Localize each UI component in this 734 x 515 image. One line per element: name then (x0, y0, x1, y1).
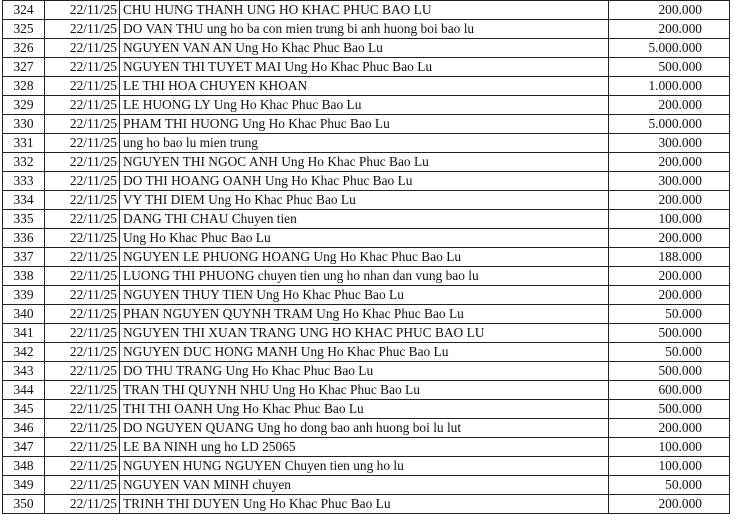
description-cell: CHU HUNG THANH UNG HO KHAC PHUC BAO LU (120, 1, 609, 20)
table-row (3, 96, 730, 115)
row-number-cell: 330 (3, 115, 45, 134)
date-cell: 22/11/25 (45, 172, 120, 191)
date-cell: 22/11/25 (45, 153, 120, 172)
table-row (3, 77, 730, 96)
amount-cell: 5.000.000 (609, 39, 730, 58)
row-number-cell: 337 (3, 248, 45, 267)
table-row (3, 172, 730, 191)
date-cell: 22/11/25 (45, 476, 120, 495)
date-cell: 22/11/25 (45, 77, 120, 96)
date-cell: 22/11/25 (45, 115, 120, 134)
row-number-cell: 333 (3, 172, 45, 191)
description-cell: LUONG THI PHUONG chuyen tien ung ho nhan dan vung bao lu (120, 267, 609, 286)
date-cell: 22/11/25 (45, 362, 120, 381)
description-cell: NGUYEN VAN MINH chuyen (120, 476, 609, 495)
description-cell: NGUYEN DUC HONG MANH Ung Ho Khac Phuc Bao Lu (120, 343, 609, 362)
row-number-cell: 338 (3, 267, 45, 286)
date-cell: 22/11/25 (45, 58, 120, 77)
row-number-cell: 344 (3, 381, 45, 400)
row-number-cell: 339 (3, 286, 45, 305)
description-cell: LE THI HOA CHUYEN KHOAN (120, 77, 609, 96)
date-cell: 22/11/25 (45, 267, 120, 286)
row-number-cell: 336 (3, 229, 45, 248)
date-cell: 22/11/25 (45, 457, 120, 476)
amount-cell: 600.000 (609, 381, 730, 400)
table-row (3, 381, 730, 400)
row-number-cell: 335 (3, 210, 45, 229)
amount-cell: 100.000 (609, 457, 730, 476)
row-number-cell: 324 (3, 1, 45, 20)
table-row (3, 115, 730, 134)
row-number-cell: 328 (3, 77, 45, 96)
date-cell: 22/11/25 (45, 286, 120, 305)
amount-cell: 5.000.000 (609, 115, 730, 134)
date-cell: 22/11/25 (45, 20, 120, 39)
description-cell: NGUYEN HUNG NGUYEN Chuyen tien ung ho lu (120, 457, 609, 476)
table-row (3, 438, 730, 457)
table-row (3, 20, 730, 39)
description-cell: NGUYEN THI TUYET MAI Ung Ho Khac Phuc Bao Lu (120, 58, 609, 77)
amount-cell: 50.000 (609, 305, 730, 324)
row-number-cell: 349 (3, 476, 45, 495)
date-cell: 22/11/25 (45, 39, 120, 58)
date-cell: 22/11/25 (45, 381, 120, 400)
row-number-cell: 345 (3, 400, 45, 419)
description-cell: DO THU TRANG Ung Ho Khac Phuc Bao Lu (120, 362, 609, 381)
table-row (3, 1, 730, 20)
date-cell: 22/11/25 (45, 96, 120, 115)
description-cell: DO THI HOANG OANH Ung Ho Khac Phuc Bao Lu (120, 172, 609, 191)
row-number-cell: 334 (3, 191, 45, 210)
row-number-cell: 325 (3, 20, 45, 39)
description-cell: LE HUONG LY Ung Ho Khac Phuc Bao Lu (120, 96, 609, 115)
row-number-cell: 341 (3, 324, 45, 343)
description-cell: NGUYEN THUY TIEN Ung Ho Khac Phuc Bao Lu (120, 286, 609, 305)
amount-cell: 200.000 (609, 495, 730, 514)
description-cell: TRINH THI DUYEN Ung Ho Khac Phuc Bao Lu (120, 495, 609, 514)
description-cell: PHAM THI HUONG Ung Ho Khac Phuc Bao Lu (120, 115, 609, 134)
amount-cell: 188.000 (609, 248, 730, 267)
amount-cell: 200.000 (609, 96, 730, 115)
date-cell: 22/11/25 (45, 229, 120, 248)
amount-cell: 50.000 (609, 343, 730, 362)
date-cell: 22/11/25 (45, 134, 120, 153)
table-row (3, 267, 730, 286)
amount-cell: 300.000 (609, 172, 730, 191)
amount-cell: 200.000 (609, 267, 730, 286)
row-number-cell: 348 (3, 457, 45, 476)
table-row (3, 39, 730, 58)
amount-cell: 200.000 (609, 191, 730, 210)
row-number-cell: 340 (3, 305, 45, 324)
description-cell: DANG THI CHAU Chuyen tien (120, 210, 609, 229)
table-row (3, 400, 730, 419)
row-number-cell: 342 (3, 343, 45, 362)
amount-cell: 200.000 (609, 20, 730, 39)
amount-cell: 200.000 (609, 286, 730, 305)
table-row (3, 343, 730, 362)
table-row (3, 153, 730, 172)
table-row (3, 248, 730, 267)
description-cell: TRAN THI QUYNH NHU Ung Ho Khac Phuc Bao Lu (120, 381, 609, 400)
table-row (3, 134, 730, 153)
row-number-cell: 327 (3, 58, 45, 77)
description-cell: NGUYEN LE PHUONG HOANG Ung Ho Khac Phuc Bao Lu (120, 248, 609, 267)
description-cell: ung ho bao lu mien trung (120, 134, 609, 153)
date-cell: 22/11/25 (45, 1, 120, 20)
amount-cell: 50.000 (609, 476, 730, 495)
row-number-cell: 346 (3, 419, 45, 438)
date-cell: 22/11/25 (45, 248, 120, 267)
amount-cell: 200.000 (609, 1, 730, 20)
amount-cell: 500.000 (609, 362, 730, 381)
description-cell: DO NGUYEN QUANG Ung ho dong bao anh huong boi lu lut (120, 419, 609, 438)
donation-table-body (3, 1, 730, 514)
date-cell: 22/11/25 (45, 438, 120, 457)
amount-cell: 300.000 (609, 134, 730, 153)
table-row (3, 324, 730, 343)
table-row (3, 457, 730, 476)
table-row (3, 191, 730, 210)
date-cell: 22/11/25 (45, 210, 120, 229)
table-row (3, 229, 730, 248)
date-cell: 22/11/25 (45, 324, 120, 343)
date-cell: 22/11/25 (45, 191, 120, 210)
amount-cell: 1.000.000 (609, 77, 730, 96)
amount-cell: 200.000 (609, 229, 730, 248)
date-cell: 22/11/25 (45, 419, 120, 438)
table-row (3, 495, 730, 514)
row-number-cell: 331 (3, 134, 45, 153)
row-number-cell: 350 (3, 495, 45, 514)
description-cell: PHAN NGUYEN QUYNH TRAM Ung Ho Khac Phuc Bao Lu (120, 305, 609, 324)
date-cell: 22/11/25 (45, 400, 120, 419)
table-row (3, 419, 730, 438)
amount-cell: 100.000 (609, 438, 730, 457)
table-row (3, 58, 730, 77)
date-cell: 22/11/25 (45, 495, 120, 514)
row-number-cell: 343 (3, 362, 45, 381)
amount-cell: 500.000 (609, 324, 730, 343)
row-number-cell: 332 (3, 153, 45, 172)
description-cell: THI THI OANH Ung Ho Khac Phuc Bao Lu (120, 400, 609, 419)
description-cell: LE BA NINH ung ho LD 25065 (120, 438, 609, 457)
date-cell: 22/11/25 (45, 305, 120, 324)
amount-cell: 500.000 (609, 400, 730, 419)
date-cell: 22/11/25 (45, 343, 120, 362)
row-number-cell: 329 (3, 96, 45, 115)
description-cell: NGUYEN THI NGOC ANH Ung Ho Khac Phuc Bao Lu (120, 153, 609, 172)
description-cell: NGUYEN VAN AN Ung Ho Khac Phuc Bao Lu (120, 39, 609, 58)
amount-cell: 100.000 (609, 210, 730, 229)
table-row (3, 362, 730, 381)
table-row (3, 305, 730, 324)
description-cell: VY THI DIEM Ung Ho Khac Phuc Bao Lu (120, 191, 609, 210)
row-number-cell: 347 (3, 438, 45, 457)
amount-cell: 200.000 (609, 419, 730, 438)
description-cell: DO VAN THU ung ho ba con mien trung bi anh huong boi bao lu (120, 20, 609, 39)
table-row (3, 476, 730, 495)
description-cell: Ung Ho Khac Phuc Bao Lu (120, 229, 609, 248)
table-row (3, 210, 730, 229)
table-row (3, 286, 730, 305)
row-number-cell: 326 (3, 39, 45, 58)
amount-cell: 200.000 (609, 153, 730, 172)
amount-cell: 500.000 (609, 58, 730, 77)
description-cell: NGUYEN THI XUAN TRANG UNG HO KHAC PHUC BAO LU (120, 324, 609, 343)
donation-table (2, 0, 730, 514)
